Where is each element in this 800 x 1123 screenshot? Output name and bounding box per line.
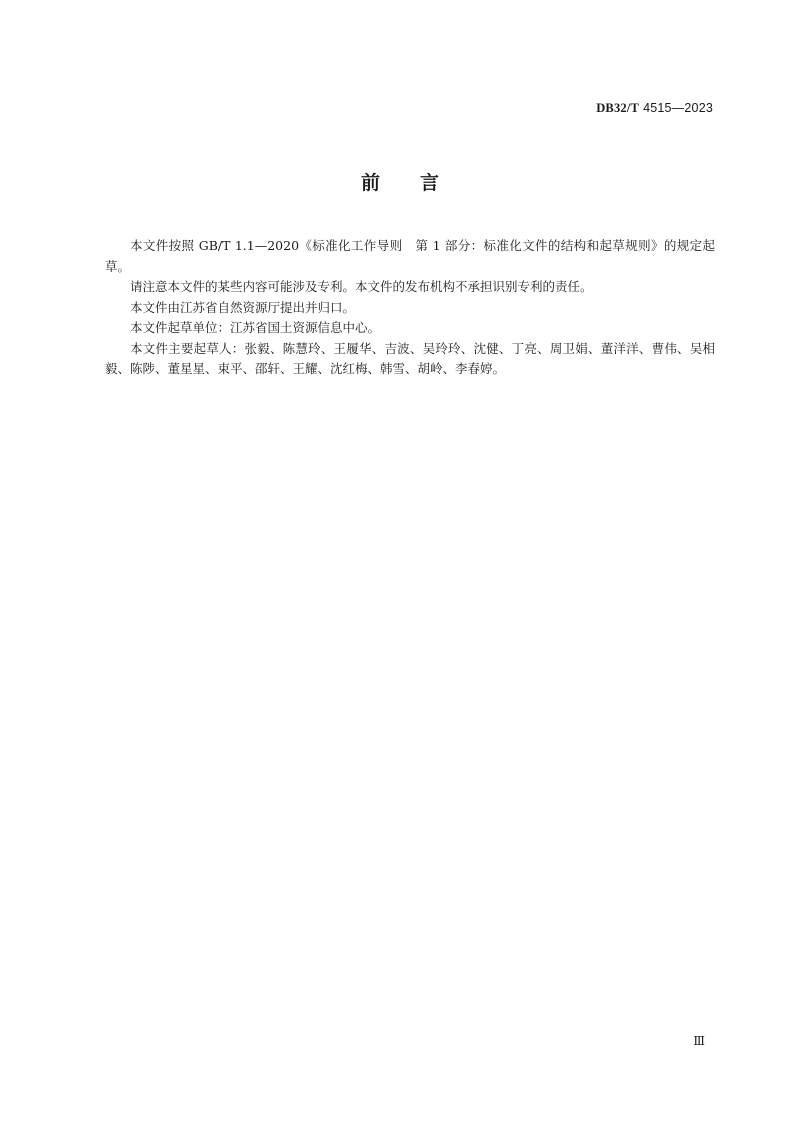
paragraph-proposer: 本文件由江苏省自然资源厅提出并归口。 — [130, 299, 356, 315]
page-title: 前言 — [360, 172, 479, 194]
document-code-prefix: DB32/T — [596, 101, 640, 115]
paragraph-drafters: 本文件主要起草人：张毅、陈慧玲、王履华、吉波、吴玲玲、沈健、丁亮、周卫娟、董洋洋、曹伟、吴相毅、陈陟、董星星、束平、邵轩、王耀、沈红梅、韩雪、胡岭、李春婷。 — [105, 340, 715, 376]
paragraph-drafting-unit: 本文件起草单位：江苏省国土资源信息中心。 — [130, 320, 381, 335]
document-code-number: 4515—2023 — [643, 101, 713, 115]
preface-body — [105, 236, 715, 380]
paragraph-patent-notice: 请注意本文件的某些内容可能涉及专利。本文件的发布机构不承担识别专利的责任。 — [130, 279, 593, 294]
document-code — [596, 101, 713, 116]
page-number: Ⅲ — [693, 1034, 705, 1048]
paragraph-drafting-basis: 本文件按照 GB/T 1.1—2020《标准化工作导则 第 1 部分：标准化文件的结构和起草规则》的规定起草。 — [105, 238, 715, 274]
